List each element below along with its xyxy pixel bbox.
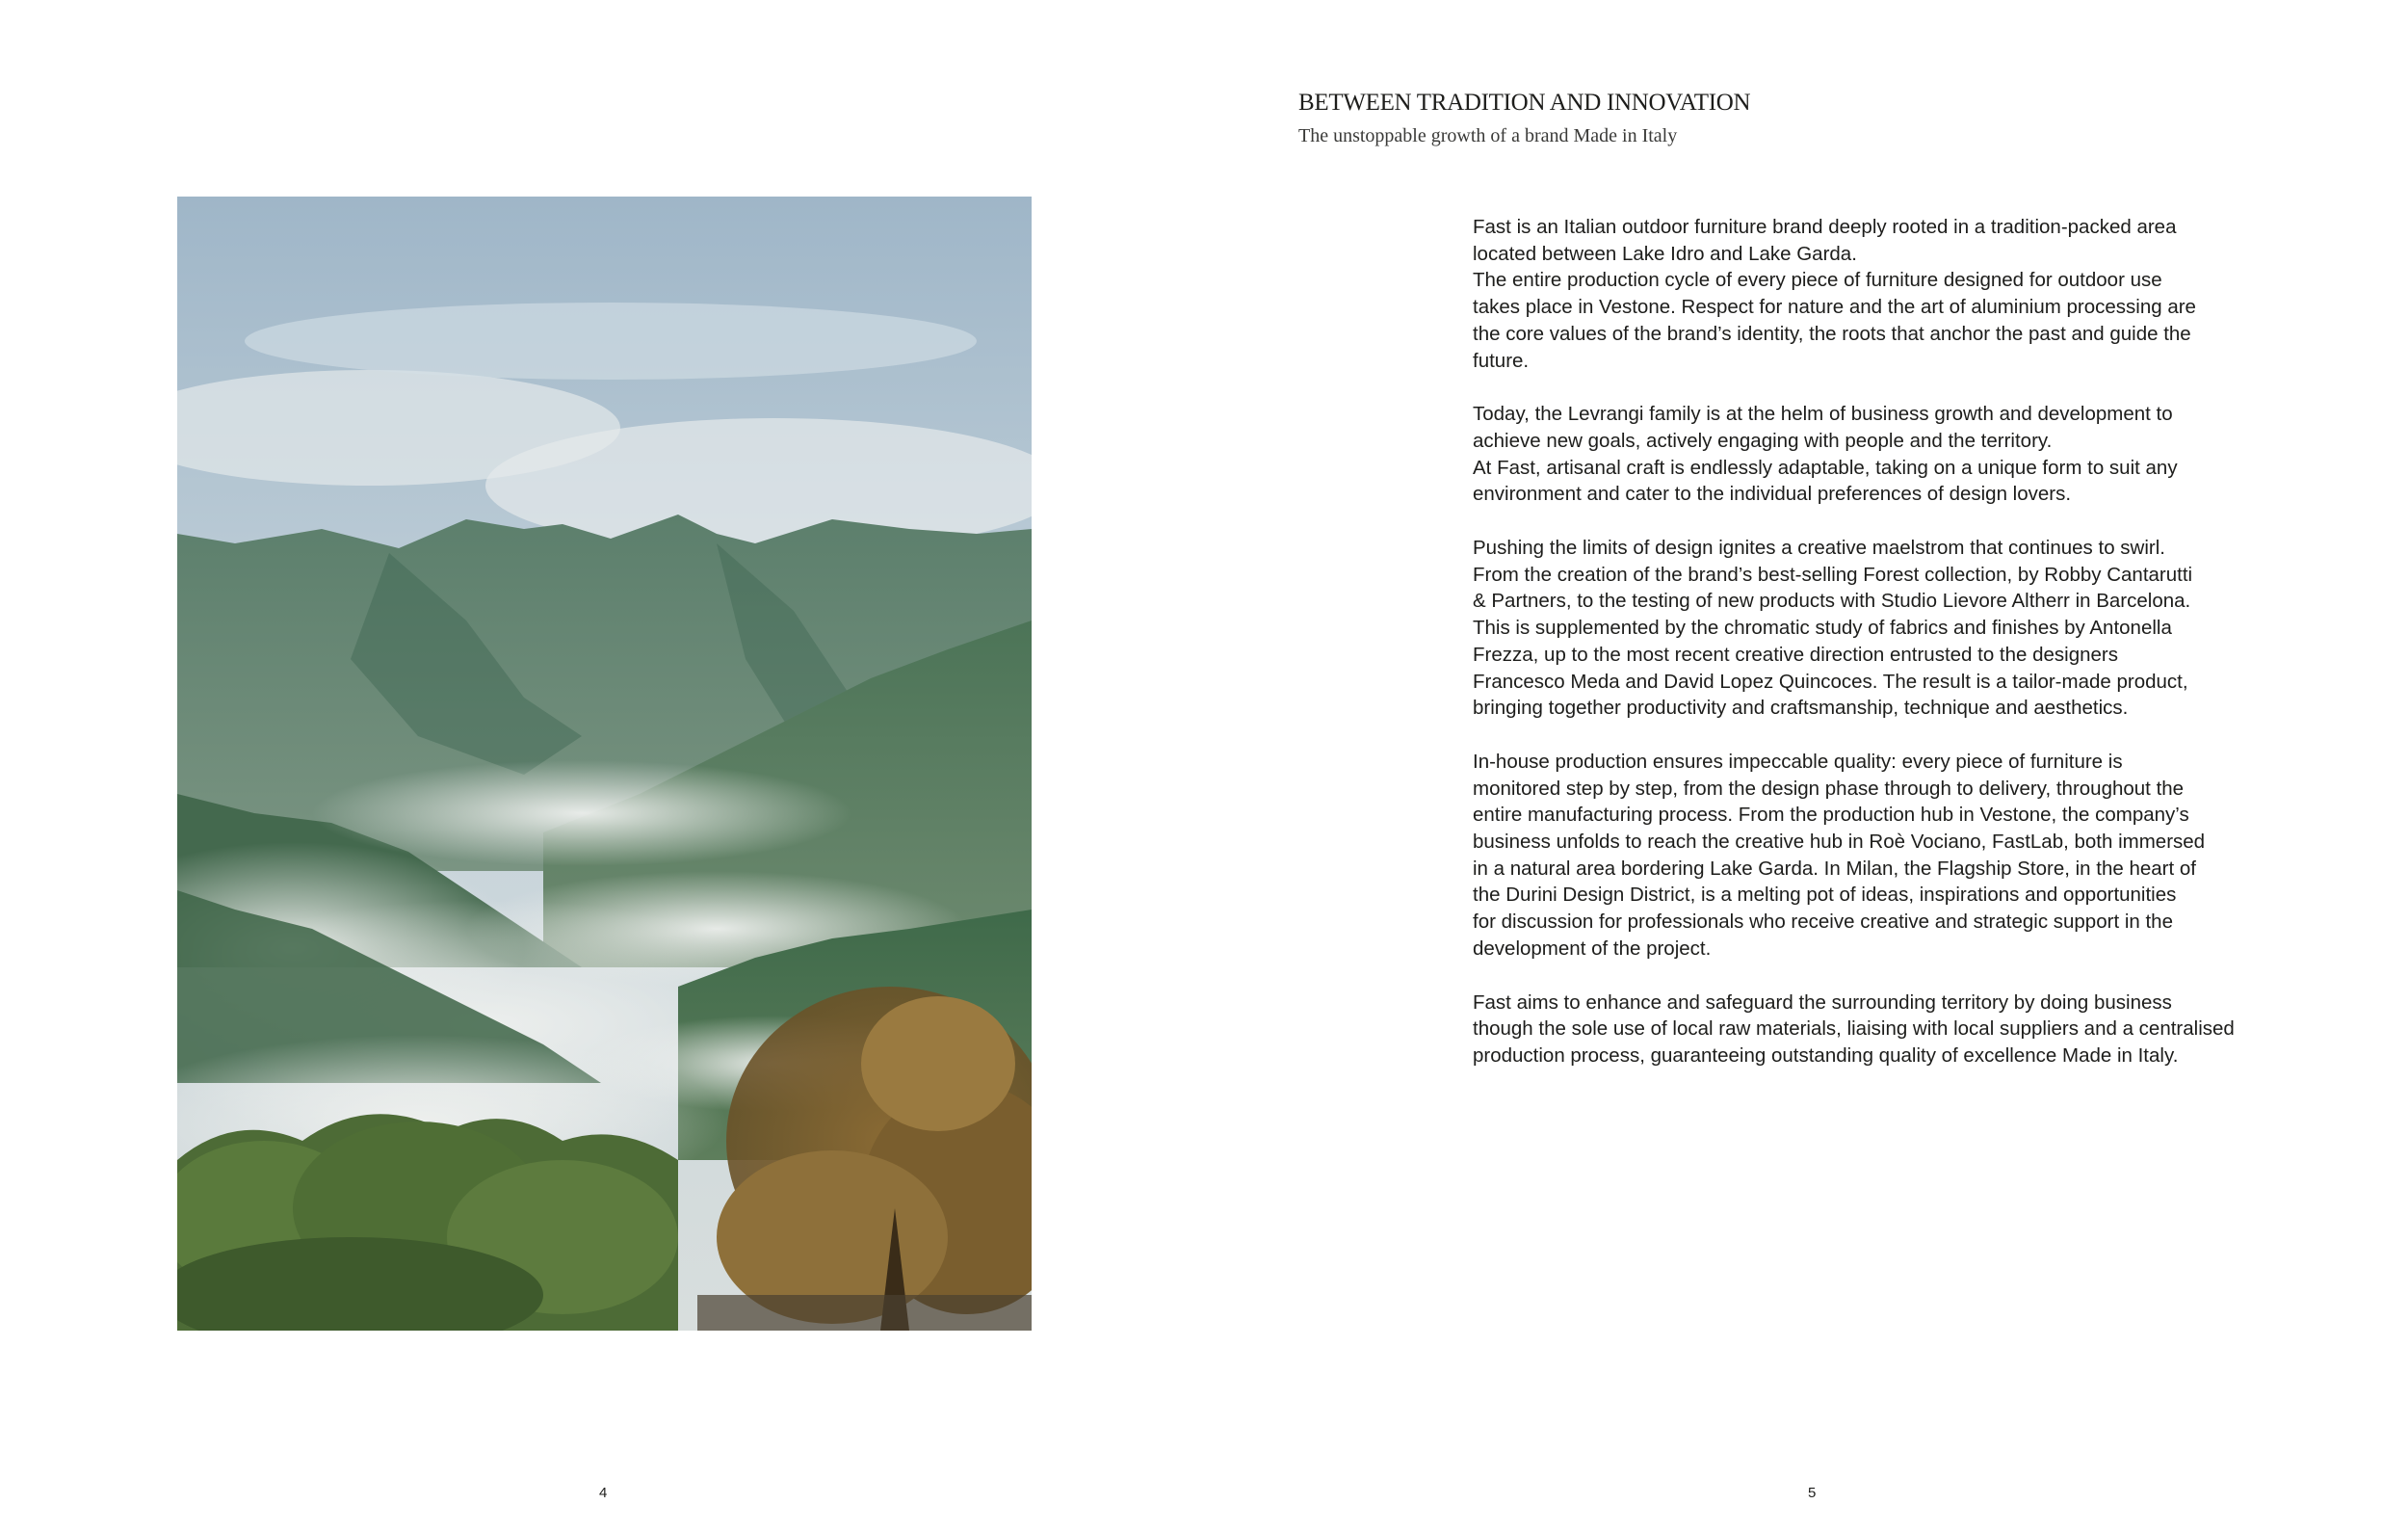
text-line: In-house production ensures impeccable quality: every piece of furniture is [1473,750,2123,773]
mountain-landscape-photo [177,197,1032,1331]
right-page [1204,0,2408,1531]
text-line: for discussion for professionals who receive creative and strategic support in the [1473,911,2173,934]
text-line: business unfolds to reach the creative hub in Roè Vociano, FastLab, both immersed [1473,831,2206,854]
text-line: the core values of the brand’s identity, the roots that anchor the past and guide the [1473,322,2191,345]
text-line: At Fast, artisanal craft is endlessly adaptable, taking on a unique form to suit any [1473,456,2178,479]
text-line: & Partners, to the testing of new products with Studio Lievore Altherr in Barcelona. [1473,590,2191,613]
text-line: From the creation of the brand’s best-selling Forest collection, by Robby Cantarutti [1473,563,2193,586]
text-line: entire manufacturing process. From the production hub in Vestone, the company’s [1473,804,2189,827]
text-line: bringing together productivity and craftsmanship, technique and aesthetics. [1473,697,2129,720]
page-number: 4 [599,1485,608,1501]
paragraph [1473,535,2253,722]
text-line: environment and cater to the individual preferences of design lovers. [1473,483,2072,506]
body-text [1473,214,2253,1096]
text-line: Fast is an Italian outdoor furniture brand deeply rooted in a tradition-packed area [1473,216,2177,238]
paragraph [1473,749,2253,963]
page-number: 5 [1808,1485,1817,1501]
text-line: future. [1473,349,1530,372]
text-line: development of the project. [1473,937,1712,960]
text-line: the Durini Design District, is a melting pot of ideas, inspirations and opportunities [1473,884,2177,907]
text-line: Francesco Meda and David Lopez Quincoces. The result is a tailor-made product, [1473,670,2188,693]
text-line: though the sole use of local raw materials, liaising with local suppliers and a centralised [1473,1017,2235,1041]
text-line: located between Lake Idro and Lake Garda. [1473,242,1857,265]
text-line: in a natural area bordering Lake Garda. In Milan, the Flagship Store, in the heart of [1473,857,2196,880]
paragraph [1473,990,2253,1069]
text-line: Today, the Levrangi family is at the helm of business growth and development to [1473,403,2173,426]
section-heading: BETWEEN TRADITION AND INNOVATION [1298,90,1751,116]
text-line: Fast aims to enhance and safeguard the surrounding territory by doing business [1473,990,2172,1014]
text-line: achieve new goals, actively engaging with people and the territory. [1473,429,2053,452]
text-line: Frezza, up to the most recent creative direction entrusted to the designers [1473,643,2119,666]
text-line: takes place in Vestone. Respect for nature and the art of aluminium processing are [1473,296,2196,319]
text-line: Pushing the limits of design ignites a creative maelstrom that continues to swirl. [1473,537,2165,560]
text-line: monitored step by step, from the design phase through to delivery, throughout the [1473,777,2185,800]
text-line: This is supplemented by the chromatic study of fabrics and finishes by Antonella [1473,617,2172,640]
paragraph [1473,401,2253,508]
text-line: The entire production cycle of every piece of furniture designed for outdoor use [1473,269,2162,292]
paragraph [1473,214,2253,374]
section-subheading: The unstoppable growth of a brand Made in Italy [1298,125,1678,146]
text-line: production process, guaranteeing outstanding quality of excellence Made in Italy. [1473,1043,2179,1067]
